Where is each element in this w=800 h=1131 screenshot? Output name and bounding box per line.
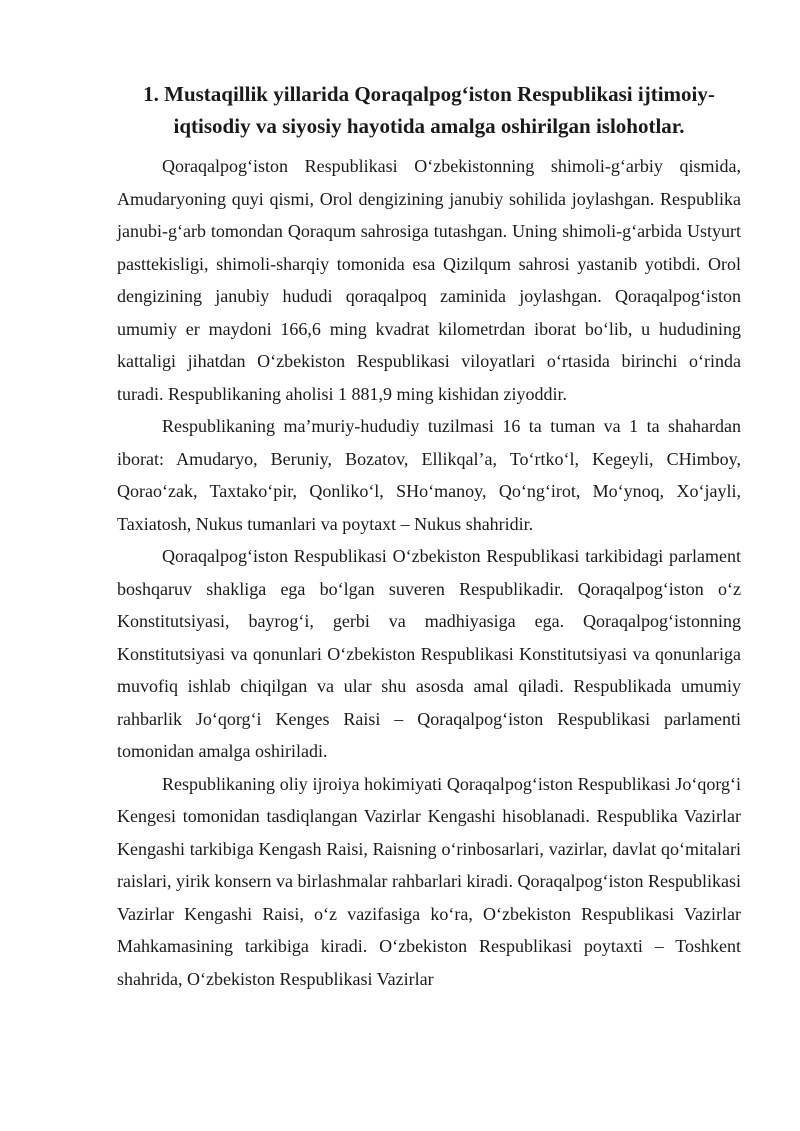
paragraph-government-form: Qoraqalpog‘iston Respublikasi O‘zbekiston Respublikasi tarkibidagi parlament boshqaruv shakliga ega bo‘lgan suveren Respublikadir. Qoraqalpog‘iston o‘z Konstitutsiyasi, bayrog‘i, gerbi va madhiyasiga ega. Qoraqalpog‘istonning Konstitutsiyasi va qonunlari O‘zbekiston Respublikasi Konstitutsiyasi va qonunlariga muvofiq ishlab chiqilgan va ular shu asosda amal qiladi. Respublikada umumiy rahbarlik Jo‘qorg‘i Kenges Raisi – Qoraqalpog‘iston Respublikasi parlamenti tomonidan amalga oshiriladi.: [117, 546, 741, 761]
paragraph-administrative-division: Respublikaning ma’muriy-hududiy tuzilmasi 16 ta tuman va 1 ta shahardan iborat: Amudaryo, Beruniy, Bozatov, Ellikqal’a, To‘rtko‘l, Kegeyli, CHimboy, Qorao‘zak, Taxtako‘pir, Qonliko‘l, SHo‘manoy, Qo‘ng‘irot, Mo‘ynoq, Xo‘jayli, Taxiatosh, Nukus tumanlari va poytaxt – Nukus shahridir.: [117, 416, 741, 534]
paragraph-executive-power: Respublikaning oliy ijroiya hokimiyati Qoraqalpog‘iston Respublikasi Jo‘qorg‘i Kengesi tomonidan tasdiqlangan Vazirlar Kengashi hisoblanadi. Respublika Vazirlar Kengashi tarkibiga Kengash Raisi, Raisning o‘rinbosarlari, vazirlar, davlat qo‘mitalari raislari, yirik konsern va birlashmalar rahbarlari kiradi. Qoraqalpog‘iston Respublikasi Vazirlar Kengashi Raisi, o‘z vazifasiga ko‘ra, O‘zbekiston Respublikasi Vazirlar Mahkamasining tarkibiga kiradi. O‘zbekiston Respublikasi poytaxti – Toshkent shahrida, O‘zbekiston Respublikasi Vazirlar: [117, 773, 741, 989]
document-page: [117, 74, 741, 995]
section-title: 1. Mustaqillik yillarida Qoraqalpog‘iston Respublikasi ijtimoiy-iqtisodiy va siyosiy hayotida amalga oshirilgan islohotlar.: [143, 82, 715, 138]
paragraph-geography: Qoraqalpog‘iston Respublikasi O‘zbekistonning shimoli-g‘arbiy qismida, Amudaryoning quyi qismi, Orol dengizining janubiy sohilida joylashgan. Respublika janubi-g‘arb tomondan Qoraqum sahrosiga tutashgan. Uning shimoli-g‘arbida Ustyurt pasttekisligi, shimoli-sharqiy tomonida esa Qizilqum sahrosi yastanib yotibdi. Orol dengizining janubiy hududi qoraqalpoq zaminida joylashgan. Qoraqalpog‘iston umumiy er maydoni 166,6 ming kvadrat kilometrdan iborat bo‘lib, u hududining kattaligi jihatdan O‘zbekiston Respublikasi viloyatlari o‘rtasida birinchi o‘rinda turadi. Respublikaning aholisi 1 881,9 ming kishidan ziyoddir.: [117, 156, 741, 404]
